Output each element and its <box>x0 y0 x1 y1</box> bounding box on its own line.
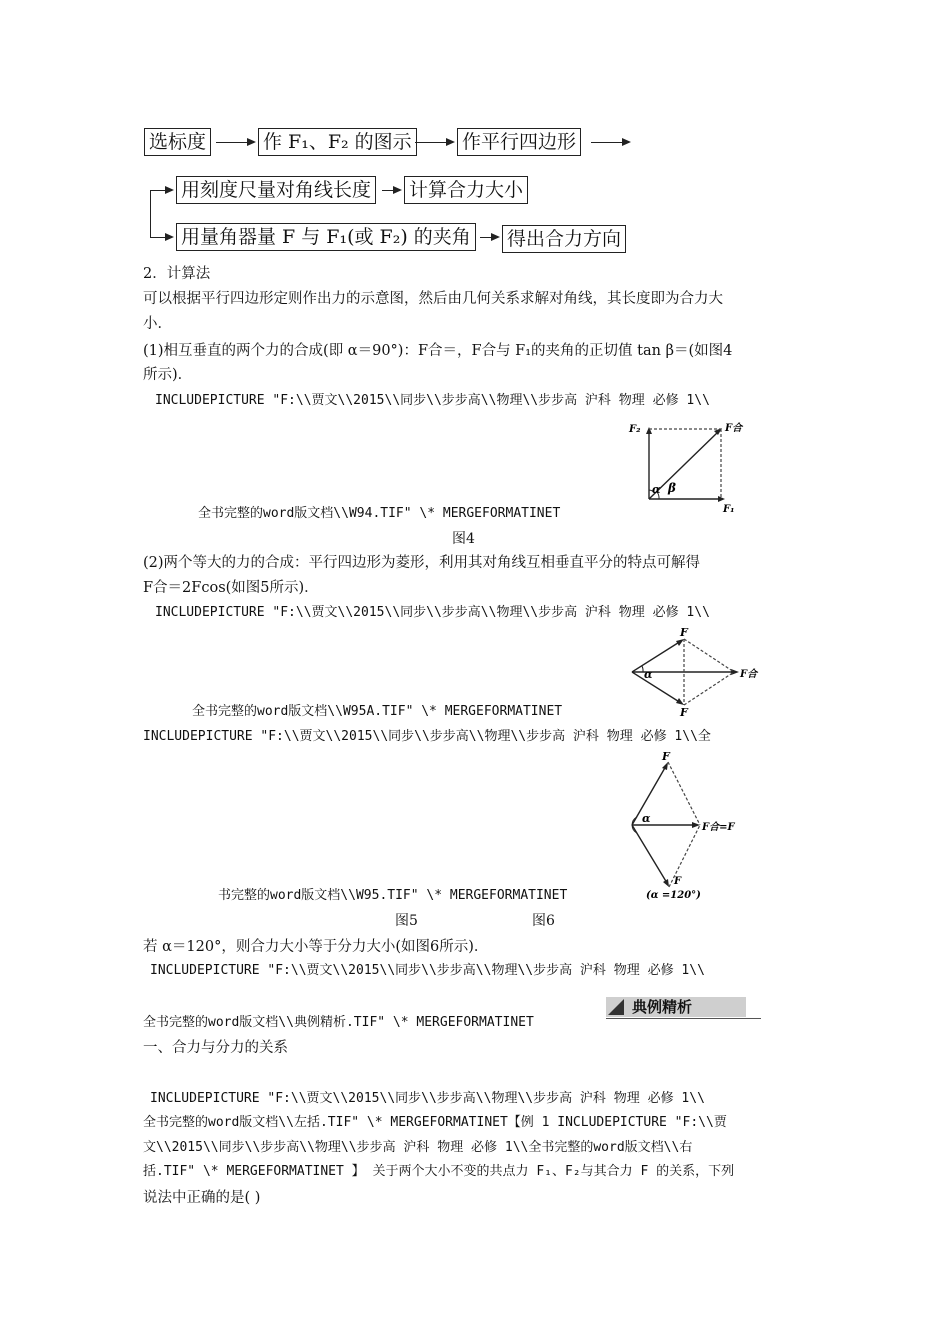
include-field: 文\\2015\\同步\\步步高\\物理\\步步高 沪科 物理 必修 1\\全书完整的word版文档\\右 <box>143 1140 693 1155</box>
fhe-label: F合 <box>725 423 743 434</box>
fhe-label: F合 <box>740 669 758 680</box>
fhe-eq-label: F合=F <box>702 822 735 833</box>
flow-box-select-scale: 选标度 <box>144 128 211 156</box>
figure-caption: 图6 <box>532 913 555 929</box>
f-label: F <box>680 626 688 639</box>
flow-arrow <box>415 142 453 143</box>
flow-box-measure-angle: 用量角器量 F 与 F₁(或 F₂) 的夹角 <box>176 223 476 251</box>
paragraph: (1)相互垂直的两个力的合成(即 α＝90°)：F合＝，F合与 F₁的夹角的正切值 tan β＝(如图4 <box>143 343 733 359</box>
paragraph: 所示)． <box>143 367 193 383</box>
paragraph: F合＝2Fcos(如图5所示)． <box>143 580 319 596</box>
flow-box-parallelogram: 作平行四边形 <box>457 128 581 156</box>
banner-title: 典例精析 <box>632 998 693 1016</box>
figure-4 <box>625 418 745 518</box>
include-field: INCLUDEPICTURE "F:\\贾文\\2015\\同步\\步步高\\物理\\步步高 沪科 物理 必修 1\\ <box>155 393 710 408</box>
alpha-label: α <box>642 812 651 825</box>
figure-5 <box>622 626 762 718</box>
figure-caption: 图5 <box>395 913 418 929</box>
alpha-label: α <box>644 668 653 681</box>
include-field: INCLUDEPICTURE "F:\\贾文\\2015\\同步\\步步高\\物理\\步步高 沪科 物理 必修 1\\ <box>150 1091 705 1106</box>
flow-arrow <box>591 142 629 143</box>
flow-arrow <box>150 190 172 191</box>
paragraph: 若 α＝120°，则合力大小等于分力大小(如图6所示)． <box>143 939 489 955</box>
include-field: INCLUDEPICTURE "F:\\贾文\\2015\\同步\\步步高\\物理\\步步高 沪科 物理 必修 1\\ <box>155 605 710 620</box>
include-field: 书完整的word版文档\\W95.TIF" \* MERGEFORMATINET <box>218 888 568 903</box>
f1-label: F₁ <box>723 504 735 515</box>
include-field: 全书完整的word版文档\\W94.TIF" \* MERGEFORMATINET <box>198 506 561 521</box>
flow-arrow <box>480 237 498 238</box>
flow-box-draw-forces: 作 F₁、F₂ 的图示 <box>258 128 417 156</box>
paragraph: 可以根据平行四边形定则作出力的示意图，然后由几何关系求解对角线，其长度即为合力大 <box>143 291 723 307</box>
include-field: 全书完整的word版文档\\左括.TIF" \* MERGEFORMATINET【例 1 INCLUDEPICTURE "F:\\贾 <box>143 1115 727 1130</box>
f-label: F <box>662 750 670 763</box>
alpha-120-label: (α =120°) <box>646 890 701 901</box>
section-heading: 一、合力与分力的关系 <box>143 1040 288 1056</box>
include-field: 全书完整的word版文档\\W95A.TIF" \* MERGEFORMATINET <box>192 704 563 719</box>
include-field: INCLUDEPICTURE "F:\\贾文\\2015\\同步\\步步高\\物理\\步步高 沪科 物理 必修 1\\ <box>150 963 705 978</box>
f-label: F <box>674 876 682 887</box>
corner-triangle-icon <box>608 999 624 1015</box>
flow-arrow <box>382 190 400 191</box>
flow-box-measure-diagonal: 用刻度尺量对角线长度 <box>176 176 376 204</box>
flow-branch-line <box>150 190 151 237</box>
paragraph: 小． <box>143 316 172 332</box>
beta-label: β <box>668 481 676 495</box>
flow-box-direction: 得出合力方向 <box>502 225 626 253</box>
include-field: 括.TIF" \* MERGEFORMATINET 】 关于两个大小不变的共点力 F₁、F₂与其合力 F 的关系，下列 <box>143 1164 735 1179</box>
f2-label: F₂ <box>629 424 641 435</box>
include-field: 全书完整的word版文档\\典例精析.TIF" \* MERGEFORMATINET <box>143 1015 534 1030</box>
example-banner <box>606 995 761 1021</box>
flow-arrow <box>150 237 172 238</box>
alpha-label: α <box>652 483 661 496</box>
f-label: F <box>680 706 688 718</box>
figure-6 <box>622 750 752 902</box>
flow-box-compute-magnitude: 计算合力大小 <box>404 176 528 204</box>
question-stem: 说法中正确的是( ) <box>143 1190 261 1206</box>
section-heading: 2．计算法 <box>143 266 211 282</box>
flow-arrow <box>216 142 254 143</box>
figure-caption: 图4 <box>452 531 475 547</box>
include-field: INCLUDEPICTURE "F:\\贾文\\2015\\同步\\步步高\\物理\\步步高 沪科 物理 必修 1\\全 <box>143 729 711 744</box>
paragraph: (2)两个等大的力的合成：平行四边形为菱形，利用其对角线互相垂直平分的特点可解得 <box>143 555 701 571</box>
